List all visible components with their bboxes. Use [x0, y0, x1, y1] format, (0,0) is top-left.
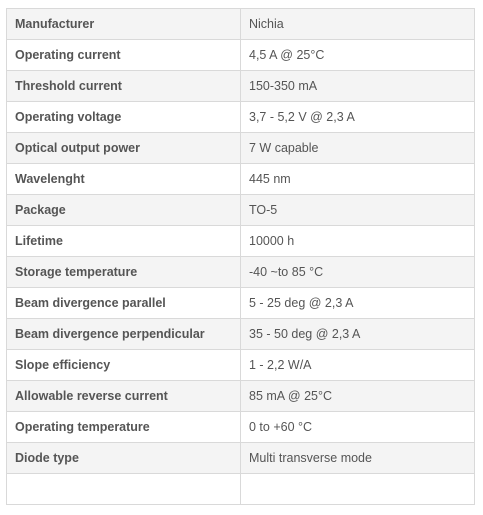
- spec-label: Operating voltage: [7, 102, 241, 133]
- spec-label: Allowable reverse current: [7, 381, 241, 412]
- table-row: [7, 226, 475, 257]
- spec-label: Package: [7, 195, 241, 226]
- spec-value: TO-5: [241, 195, 475, 226]
- spec-value: 150-350 mA: [241, 71, 475, 102]
- spec-label: Beam divergence parallel: [7, 288, 241, 319]
- table-row: [7, 102, 475, 133]
- spec-label: Lifetime: [7, 226, 241, 257]
- spec-value: Nichia: [241, 9, 475, 40]
- spec-label: Optical output power: [7, 133, 241, 164]
- table-row: [7, 40, 475, 71]
- spec-value: 445 nm: [241, 164, 475, 195]
- empty-table-row: [7, 474, 475, 505]
- spec-label: Storage temperature: [7, 257, 241, 288]
- spec-value: 1 - 2,2 W/A: [241, 350, 475, 381]
- table-row: [7, 443, 475, 474]
- spec-value: -40 ~to 85 °C: [241, 257, 475, 288]
- specifications-table: [6, 8, 475, 505]
- spec-value: 4,5 A @ 25°C: [241, 40, 475, 71]
- table-row: [7, 319, 475, 350]
- spec-label: Beam divergence perpendicular: [7, 319, 241, 350]
- empty-cell: [7, 474, 241, 505]
- spec-label: Operating current: [7, 40, 241, 71]
- specifications-table-body: [7, 9, 475, 505]
- spec-value: Multi transverse mode: [241, 443, 475, 474]
- table-row: [7, 381, 475, 412]
- spec-label: Diode type: [7, 443, 241, 474]
- table-row: [7, 9, 475, 40]
- table-row: [7, 350, 475, 381]
- table-row: [7, 133, 475, 164]
- table-row: [7, 288, 475, 319]
- spec-label: Threshold current: [7, 71, 241, 102]
- table-row: [7, 412, 475, 443]
- spec-label: Manufacturer: [7, 9, 241, 40]
- spec-value: 85 mA @ 25°C: [241, 381, 475, 412]
- table-row: [7, 195, 475, 226]
- spec-value: 35 - 50 deg @ 2,3 A: [241, 319, 475, 350]
- spec-label: Wavelenght: [7, 164, 241, 195]
- table-row: [7, 71, 475, 102]
- spec-value: 5 - 25 deg @ 2,3 A: [241, 288, 475, 319]
- table-row: [7, 257, 475, 288]
- spec-value: 0 to +60 °C: [241, 412, 475, 443]
- spec-label: Slope efficiency: [7, 350, 241, 381]
- empty-cell: [241, 474, 475, 505]
- spec-label: Operating temperature: [7, 412, 241, 443]
- spec-value: 7 W capable: [241, 133, 475, 164]
- spec-value: 10000 h: [241, 226, 475, 257]
- table-row: [7, 164, 475, 195]
- spec-value: 3,7 - 5,2 V @ 2,3 A: [241, 102, 475, 133]
